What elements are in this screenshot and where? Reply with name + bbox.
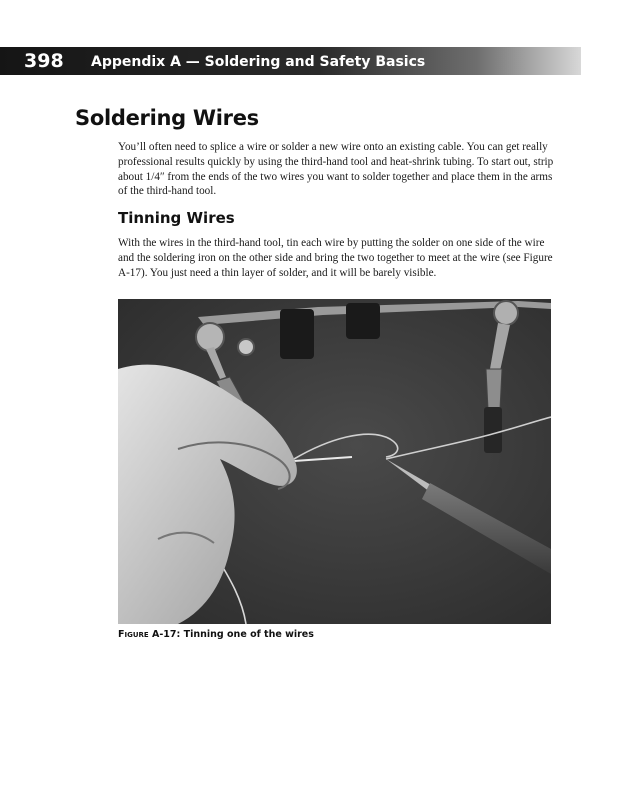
figure-caption-text: Tinning one of the wires xyxy=(180,629,314,640)
figure-caption xyxy=(118,629,314,640)
figure-photo xyxy=(118,299,551,624)
tinning-paragraph: With the wires in the third-hand tool, tin each wire by putting the solder on one side of the wire and the soldering iron on the other side and bring the two together to meet at the wire (see Figure A-17). You just need a thin layer of solder, and it will be barely visible. xyxy=(118,237,553,279)
right-alligator-clip xyxy=(486,369,502,409)
section-title: Soldering Wires xyxy=(75,106,259,130)
subsection-title: Tinning Wires xyxy=(118,209,235,227)
figure-label: Figure A-17: xyxy=(118,629,181,640)
thumbscrew xyxy=(238,339,254,355)
page-number: 398 xyxy=(24,50,64,72)
arm-joint xyxy=(494,301,518,325)
tool-base-block xyxy=(346,303,380,339)
arm-joint xyxy=(196,323,224,351)
intro-paragraph: You’ll often need to splice a wire or solder a new wire onto an existing cable. You can get really professional results quickly by using the third-hand tool and heat-shrink tubing. To start out, strip about 1/4″ from the ends of the two wires you want to solder together and place them in the arms of the third-hand tool. xyxy=(118,141,554,198)
clip-sleeve xyxy=(484,407,502,453)
chapter-title: Appendix A — Soldering and Safety Basics xyxy=(91,54,426,70)
tool-base-block xyxy=(280,309,314,359)
